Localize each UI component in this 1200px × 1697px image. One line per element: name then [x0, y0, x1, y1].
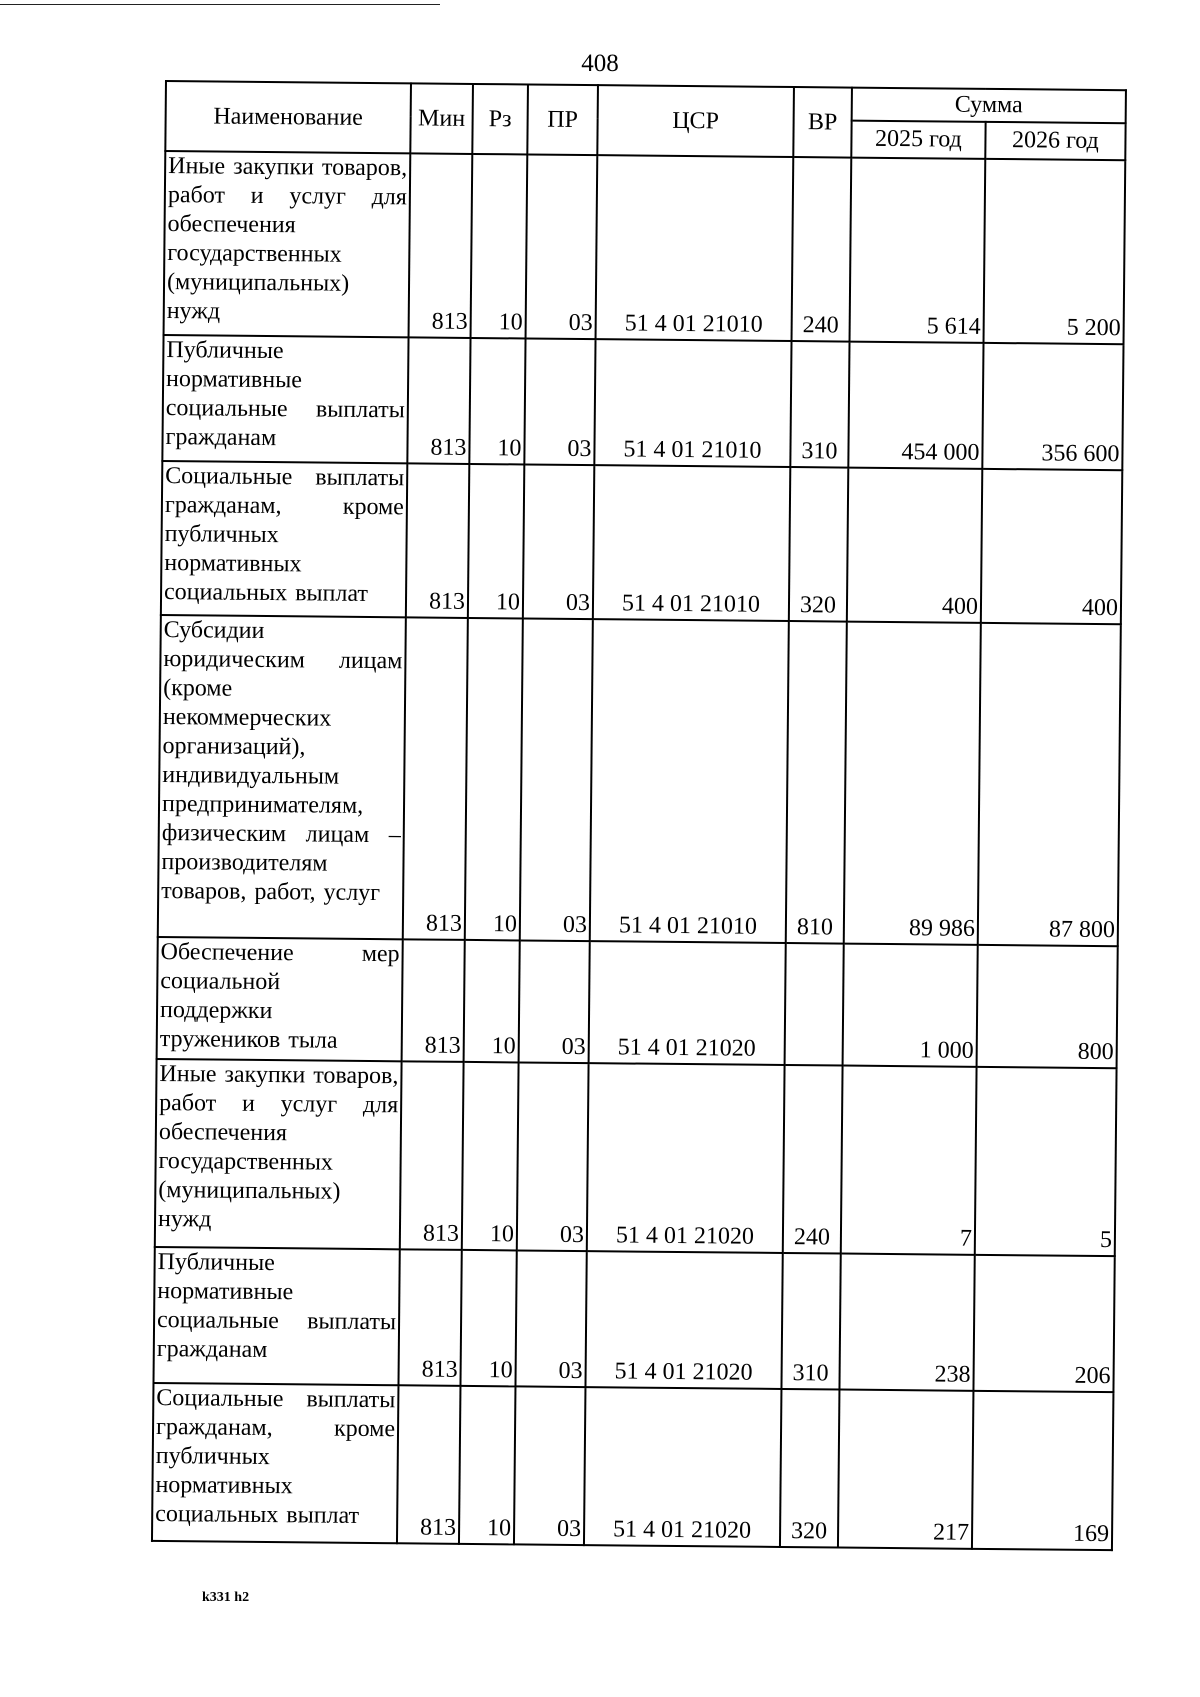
row-name: Социальные выплаты гражданам, кроме публичных нормативных социальных выплат [161, 461, 407, 617]
row-csr: 51 4 01 21010 [594, 339, 791, 467]
header-min: Мин [410, 83, 473, 154]
row-rz: 10 [471, 154, 528, 339]
table-row [164, 151, 1126, 344]
row-pr: 03 [520, 618, 593, 941]
table-row [162, 335, 1123, 470]
row-sum-2025: 454 000 [848, 342, 983, 469]
footer-code: k331 h2 [202, 1590, 250, 1605]
row-min: 813 [406, 463, 469, 618]
row-pr: 03 [523, 464, 594, 619]
row-min: 813 [407, 337, 470, 464]
budget-table [151, 80, 1127, 1551]
row-sum-2026: 800 [977, 945, 1118, 1068]
row-sum-2025: 238 [839, 1254, 974, 1391]
header-vr: ВР [793, 87, 852, 158]
row-name: Публичные нормативные социальные выплаты гражданам [162, 335, 408, 463]
row-min: 813 [402, 939, 465, 1062]
row-pr: 03 [524, 338, 595, 465]
row-sum-2026: 400 [981, 469, 1122, 624]
row-sum-2026: 206 [973, 1255, 1114, 1392]
row-pr: 03 [515, 1250, 586, 1387]
row-pr: 03 [519, 940, 590, 1063]
row-min: 813 [409, 153, 473, 338]
row-vr: 810 [786, 621, 847, 944]
table-row [157, 937, 1118, 1068]
row-min: 813 [403, 617, 468, 940]
page-number: 408 [581, 50, 619, 77]
row-vr: 240 [783, 1065, 843, 1254]
row-vr: 320 [780, 1389, 840, 1548]
row-sum-2025: 217 [838, 1390, 974, 1549]
header-2025: 2025 год [851, 121, 985, 159]
row-sum-2026: 169 [972, 1391, 1114, 1550]
row-sum-2025: 89 986 [844, 622, 981, 945]
table-row [158, 615, 1121, 946]
row-name: Социальные выплаты гражданам, кроме публичных нормативных социальных выплат [152, 1383, 399, 1543]
row-min: 813 [400, 1061, 464, 1250]
row-sum-2025: 5 614 [850, 158, 986, 343]
row-sum-2026: 5 200 [984, 159, 1126, 344]
row-pr: 03 [514, 1386, 586, 1545]
row-vr: 240 [792, 157, 852, 342]
row-sum-2026: 5 [975, 1067, 1117, 1256]
table-row [153, 1247, 1114, 1392]
row-rz: 10 [462, 1062, 519, 1251]
row-rz: 10 [464, 940, 520, 1063]
row-sum-2025: 400 [847, 468, 982, 623]
row-rz: 10 [468, 464, 524, 619]
row-name: Обеспечение мер социальной поддержки тружеников тыла [157, 937, 403, 1061]
header-rz: Рз [472, 84, 528, 155]
row-name: Субсидии юридическим лицам (кроме некоммерческих организаций), индивидуальным предпринимателям, физическим лицам – производителям товаров, работ, услуг [158, 615, 406, 939]
header-2026: 2026 год [985, 122, 1125, 160]
row-pr: 03 [526, 154, 598, 339]
row-sum-2026: 356 600 [982, 343, 1123, 470]
row-vr: 320 [789, 467, 848, 622]
row-sum-2025: 1 000 [843, 944, 978, 1067]
row-min: 813 [398, 1249, 461, 1386]
table-row [152, 1383, 1113, 1550]
row-csr: 51 4 01 21010 [596, 155, 794, 341]
row-rz: 10 [460, 1250, 516, 1387]
row-sum-2025: 7 [841, 1066, 977, 1255]
row-rz: 10 [465, 618, 523, 941]
table-row [155, 1059, 1117, 1256]
row-name: Иные закупки товаров, работ и услуг для обеспечения государственных (муниципальных) нужд [155, 1059, 402, 1249]
row-csr: 51 4 01 21010 [590, 619, 789, 943]
header-pr: ПР [527, 84, 598, 155]
row-rz: 10 [469, 338, 525, 465]
row-name: Иные закупки товаров, работ и услуг для обеспечения государственных (муниципальных) нужд [164, 151, 411, 337]
header-name: Наименование [165, 81, 411, 153]
row-csr: 51 4 01 21020 [584, 1387, 782, 1547]
row-name: Публичные нормативные социальные выплаты гражданам [153, 1247, 399, 1385]
top-rule [0, 4, 440, 5]
row-vr: 310 [781, 1253, 840, 1390]
row-pr: 03 [517, 1062, 589, 1251]
header-sum: Сумма [852, 88, 1126, 124]
row-sum-2026: 87 800 [978, 623, 1121, 946]
row-csr: 51 4 01 21020 [585, 1251, 782, 1389]
row-csr: 51 4 01 21020 [587, 1063, 785, 1253]
row-vr: 310 [790, 341, 849, 468]
row-csr: 51 4 01 21020 [589, 941, 786, 1065]
table-row [161, 461, 1122, 624]
header-csr: ЦСР [597, 85, 794, 157]
row-rz: 10 [459, 1386, 516, 1545]
row-vr [785, 943, 844, 1066]
row-csr: 51 4 01 21010 [593, 465, 790, 621]
table-header [165, 81, 1126, 160]
row-min: 813 [397, 1385, 461, 1544]
